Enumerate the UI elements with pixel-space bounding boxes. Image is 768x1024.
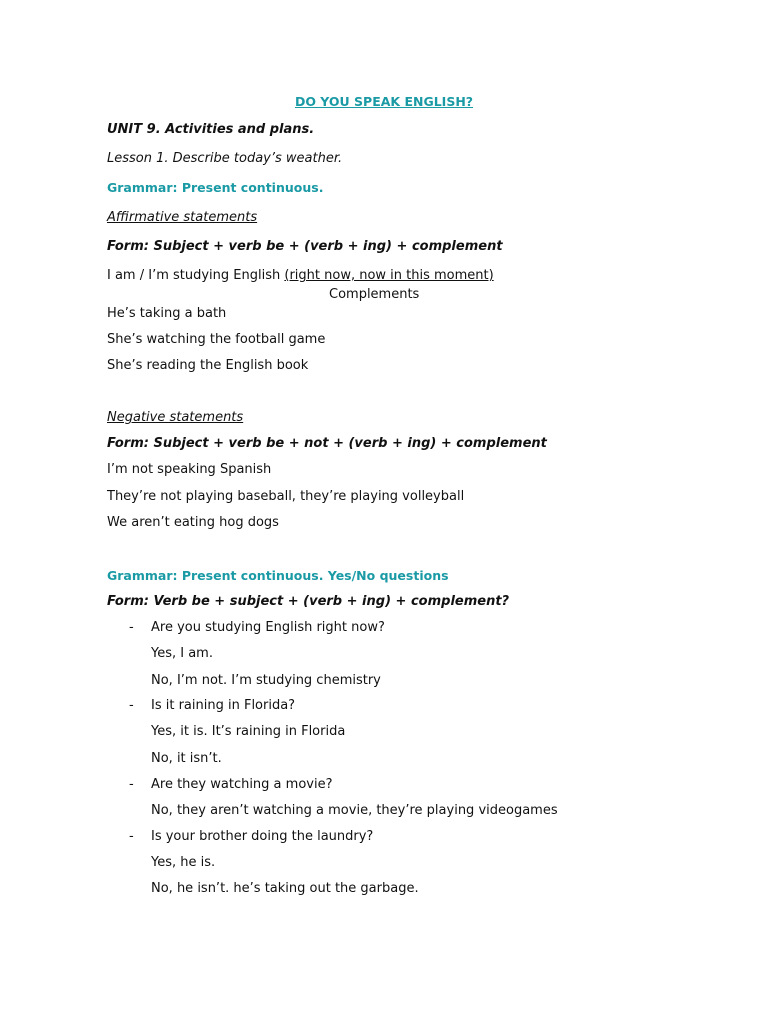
negative-example: I’m not speaking Spanish bbox=[107, 462, 272, 477]
list-bullet: - bbox=[129, 698, 134, 713]
question: Are they watching a movie? bbox=[151, 777, 333, 792]
question: Is it raining in Florida? bbox=[151, 698, 296, 713]
grammar-heading-1: Grammar: Present continuous. bbox=[107, 180, 324, 195]
affirmative-example-main bbox=[107, 267, 494, 285]
affirmative-example: She’s reading the English book bbox=[107, 358, 309, 373]
question-form: Form: Verb be + subject + (verb + ing) + complement? bbox=[107, 594, 510, 609]
question: Are you studying English right now? bbox=[151, 620, 385, 635]
negative-label: Negative statements bbox=[107, 410, 244, 425]
answer: No, I’m not. I’m studying chemistry bbox=[151, 673, 381, 688]
negative-example: They’re not playing baseball, they’re playing volleyball bbox=[107, 489, 465, 504]
answer: No, it isn’t. bbox=[151, 751, 222, 766]
answer: Yes, I am. bbox=[151, 646, 213, 661]
affirmative-example: She’s watching the football game bbox=[107, 332, 326, 347]
complements-label: Complements bbox=[329, 287, 420, 302]
list-bullet: - bbox=[129, 829, 134, 844]
unit-heading: UNIT 9. Activities and plans. bbox=[107, 122, 315, 137]
negative-example: We aren’t eating hog dogs bbox=[107, 515, 279, 530]
example-complement: (right now, now in this moment) bbox=[284, 268, 494, 283]
affirmative-label: Affirmative statements bbox=[107, 210, 258, 225]
affirmative-form: Form: Subject + verb be + (verb + ing) + complement bbox=[107, 239, 503, 254]
affirmative-example: He’s taking a bath bbox=[107, 306, 227, 321]
answer: Yes, he is. bbox=[151, 855, 216, 870]
negative-form: Form: Subject + verb be + not + (verb + ing) + complement bbox=[107, 436, 547, 451]
grammar-heading-2: Grammar: Present continuous. Yes/No questions bbox=[107, 568, 449, 583]
page-title: DO YOU SPEAK ENGLISH? bbox=[294, 94, 474, 109]
answer: No, he isn’t. he’s taking out the garbage. bbox=[151, 881, 419, 896]
lesson-heading: Lesson 1. Describe today’s weather. bbox=[107, 151, 343, 166]
question: Is your brother doing the laundry? bbox=[151, 829, 374, 844]
list-bullet: - bbox=[129, 777, 134, 792]
answer: Yes, it is. It’s raining in Florida bbox=[151, 724, 346, 739]
list-bullet: - bbox=[129, 620, 134, 635]
example-text: I am / I’m studying English bbox=[107, 268, 285, 283]
answer: No, they aren’t watching a movie, they’re playing videogames bbox=[151, 803, 558, 818]
